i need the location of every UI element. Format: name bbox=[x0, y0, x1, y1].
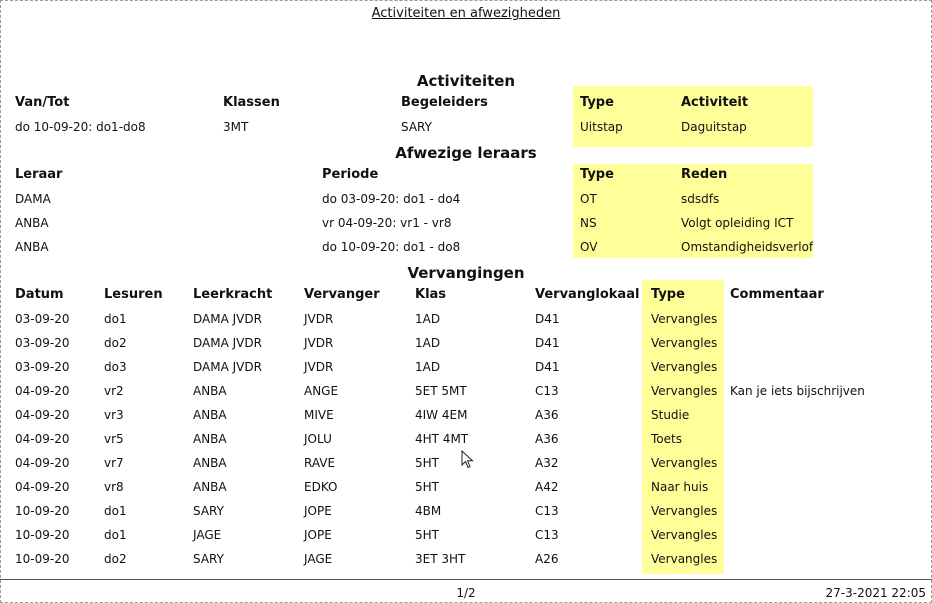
activiteiten-column-header: Begeleiders bbox=[401, 95, 488, 110]
vervangingen-table-cell: 4BM bbox=[415, 504, 442, 518]
vervangingen-table-cell: Studie bbox=[651, 408, 690, 422]
vervangingen-table-cell: C13 bbox=[535, 384, 559, 398]
vervangingen-table-cell: vr8 bbox=[104, 480, 124, 494]
vervangingen-table-cell: Kan je iets bijschrijven bbox=[730, 384, 865, 398]
vervangingen-table-cell: SARY bbox=[193, 552, 224, 566]
vervangingen-column-header: Datum bbox=[15, 287, 64, 302]
vervangingen-table-cell: JAGE bbox=[193, 528, 222, 542]
vervangingen-table-cell: D41 bbox=[535, 360, 560, 374]
vervangingen-table-cell: do2 bbox=[104, 336, 127, 350]
afwezig-table-cell: Omstandigheidsverlof bbox=[681, 240, 814, 254]
vervangingen-table-cell: Vervangles bbox=[651, 360, 718, 374]
vervangingen-table-cell: Toets bbox=[651, 432, 682, 446]
vervangingen-table-cell: 03-09-20 bbox=[15, 312, 70, 326]
activiteiten-table-cell: SARY bbox=[401, 120, 432, 134]
vervangingen-table-cell: JOPE bbox=[304, 504, 332, 518]
activiteiten-table-cell: Daguitstap bbox=[681, 120, 747, 134]
vervangingen-column-header: Leerkracht bbox=[193, 287, 273, 302]
activiteiten-table-cell: Uitstap bbox=[580, 120, 623, 134]
activiteiten-column-header: Van/Tot bbox=[15, 95, 70, 110]
vervangingen-table-cell: 10-09-20 bbox=[15, 504, 70, 518]
print-timestamp: 27-3-2021 22:05 bbox=[825, 586, 926, 600]
vervangingen-table-cell: DAMA JVDR bbox=[193, 336, 262, 350]
vervangingen-table-cell: ANBA bbox=[193, 432, 227, 446]
vervangingen-section-title: Vervangingen bbox=[407, 264, 525, 282]
vervangingen-table-cell: 5HT bbox=[415, 528, 439, 542]
vervangingen-table-cell: 04-09-20 bbox=[15, 432, 70, 446]
afwezig-column-header: Type bbox=[580, 167, 614, 182]
vervangingen-table-cell: D41 bbox=[535, 312, 560, 326]
vervangingen-table-cell: do1 bbox=[104, 312, 127, 326]
vervangingen-column-header: Vervanger bbox=[304, 287, 380, 302]
vervangingen-column-header: Klas bbox=[415, 287, 447, 302]
afwezig-section-title: Afwezige leraars bbox=[395, 144, 537, 162]
afwezig-table-cell: OT bbox=[580, 192, 597, 206]
vervangingen-table-cell: ANBA bbox=[193, 408, 227, 422]
afwezig-table-cell: do 10-09-20: do1 - do8 bbox=[322, 240, 461, 254]
vervangingen-table-cell: 3ET 3HT bbox=[415, 552, 466, 566]
vervangingen-table-cell: 04-09-20 bbox=[15, 456, 70, 470]
report-title: Activiteiten en afwezigheden bbox=[371, 6, 561, 21]
afwezig-table-cell: vr 04-09-20: vr1 - vr8 bbox=[322, 216, 452, 230]
vervangingen-table-cell: do1 bbox=[104, 528, 127, 542]
vervangingen-table-cell: 5HT bbox=[415, 456, 439, 470]
vervangingen-table-cell: A32 bbox=[535, 456, 559, 470]
vervangingen-table-cell: EDKO bbox=[304, 480, 338, 494]
vervangingen-table-cell: 03-09-20 bbox=[15, 360, 70, 374]
vervangingen-table-cell: JVDR bbox=[304, 312, 334, 326]
afwezig-table-cell: do 03-09-20: do1 - do4 bbox=[322, 192, 461, 206]
footer-divider bbox=[0, 579, 932, 580]
vervangingen-table-cell: ANBA bbox=[193, 384, 227, 398]
vervangingen-column-header: Lesuren bbox=[104, 287, 163, 302]
page-number: 1/2 bbox=[456, 586, 476, 600]
afwezig-table-cell: DAMA bbox=[15, 192, 51, 206]
vervangingen-table-cell: vr3 bbox=[104, 408, 124, 422]
vervangingen-table-cell: 04-09-20 bbox=[15, 480, 70, 494]
vervangingen-table-cell: A36 bbox=[535, 408, 559, 422]
vervangingen-table-cell: 4IW 4EM bbox=[415, 408, 468, 422]
afwezig-table-cell: OV bbox=[580, 240, 598, 254]
afwezig-column-header: Periode bbox=[322, 167, 379, 182]
vervangingen-table-cell: A26 bbox=[535, 552, 559, 566]
vervangingen-table-cell: 1AD bbox=[415, 312, 441, 326]
vervangingen-table-cell: JOPE bbox=[304, 528, 332, 542]
activiteiten-column-header: Klassen bbox=[223, 95, 280, 110]
vervangingen-table-cell: DAMA JVDR bbox=[193, 360, 262, 374]
vervangingen-table-cell: JVDR bbox=[304, 336, 334, 350]
vervangingen-table-cell: vr7 bbox=[104, 456, 124, 470]
vervangingen-table-cell: vr5 bbox=[104, 432, 124, 446]
afwezig-column-header: Reden bbox=[681, 167, 728, 182]
afwezig-table-cell: ANBA bbox=[15, 240, 49, 254]
activiteiten-column-header: Activiteit bbox=[681, 95, 749, 110]
afwezig-table-cell: NS bbox=[580, 216, 597, 230]
afwezig-column-header: Leraar bbox=[15, 167, 63, 182]
afwezig-table-cell: ANBA bbox=[15, 216, 49, 230]
activiteiten-section-title: Activiteiten bbox=[416, 72, 516, 90]
vervangingen-table-cell: Vervangles bbox=[651, 384, 718, 398]
vervangingen-table-cell: 4HT 4MT bbox=[415, 432, 469, 446]
vervangingen-table-cell: Vervangles bbox=[651, 456, 718, 470]
vervangingen-table-cell: C13 bbox=[535, 504, 559, 518]
vervangingen-table-cell: 04-09-20 bbox=[15, 408, 70, 422]
vervangingen-table-cell: MIVE bbox=[304, 408, 334, 422]
activiteiten-column-header: Type bbox=[580, 95, 614, 110]
vervangingen-table-cell: Vervangles bbox=[651, 552, 718, 566]
vervangingen-table-cell: C13 bbox=[535, 528, 559, 542]
vervangingen-table-cell: RAVE bbox=[304, 456, 336, 470]
afwezig-table-cell: sdsdfs bbox=[681, 192, 720, 206]
vervangingen-table-cell: DAMA JVDR bbox=[193, 312, 262, 326]
vervangingen-table-cell: do1 bbox=[104, 504, 127, 518]
activiteiten-table-cell: 3MT bbox=[223, 120, 249, 134]
vervangingen-table-cell: 5HT bbox=[415, 480, 439, 494]
vervangingen-table-cell: 04-09-20 bbox=[15, 384, 70, 398]
mouse-pointer-icon bbox=[461, 450, 475, 470]
vervangingen-table-cell: ANBA bbox=[193, 480, 227, 494]
vervangingen-table-cell: Vervangles bbox=[651, 504, 718, 518]
vervangingen-table-cell: JOLU bbox=[304, 432, 332, 446]
vervangingen-column-header: Type bbox=[651, 287, 685, 302]
vervangingen-table-cell: A42 bbox=[535, 480, 559, 494]
vervangingen-table-cell: A36 bbox=[535, 432, 559, 446]
vervangingen-table-cell: 1AD bbox=[415, 336, 441, 350]
vervangingen-table-cell: do3 bbox=[104, 360, 127, 374]
vervangingen-table-cell: Vervangles bbox=[651, 528, 718, 542]
activiteiten-table-cell: do 10-09-20: do1-do8 bbox=[15, 120, 146, 134]
vervangingen-table-cell: Vervangles bbox=[651, 336, 718, 350]
vervangingen-column-header: Vervanglokaal bbox=[535, 287, 640, 302]
vervangingen-table-cell: 5ET 5MT bbox=[415, 384, 467, 398]
vervangingen-table-cell: ANBA bbox=[193, 456, 227, 470]
vervangingen-table-cell: 03-09-20 bbox=[15, 336, 70, 350]
vervangingen-table-cell: SARY bbox=[193, 504, 224, 518]
vervangingen-table-cell: vr2 bbox=[104, 384, 124, 398]
vervangingen-table-cell: JAGE bbox=[304, 552, 333, 566]
vervangingen-table-cell: 1AD bbox=[415, 360, 441, 374]
afwezig-table-cell: Volgt opleiding ICT bbox=[681, 216, 794, 230]
vervangingen-table-cell: Naar huis bbox=[651, 480, 709, 494]
vervangingen-table-cell: Vervangles bbox=[651, 312, 718, 326]
vervangingen-table-cell: ANGE bbox=[304, 384, 339, 398]
vervangingen-table-cell: do2 bbox=[104, 552, 127, 566]
vervangingen-table-cell: 10-09-20 bbox=[15, 528, 70, 542]
vervangingen-table-cell: D41 bbox=[535, 336, 560, 350]
vervangingen-table-cell: JVDR bbox=[304, 360, 334, 374]
vervangingen-table-cell: 10-09-20 bbox=[15, 552, 70, 566]
vervangingen-column-header: Commentaar bbox=[730, 287, 824, 302]
